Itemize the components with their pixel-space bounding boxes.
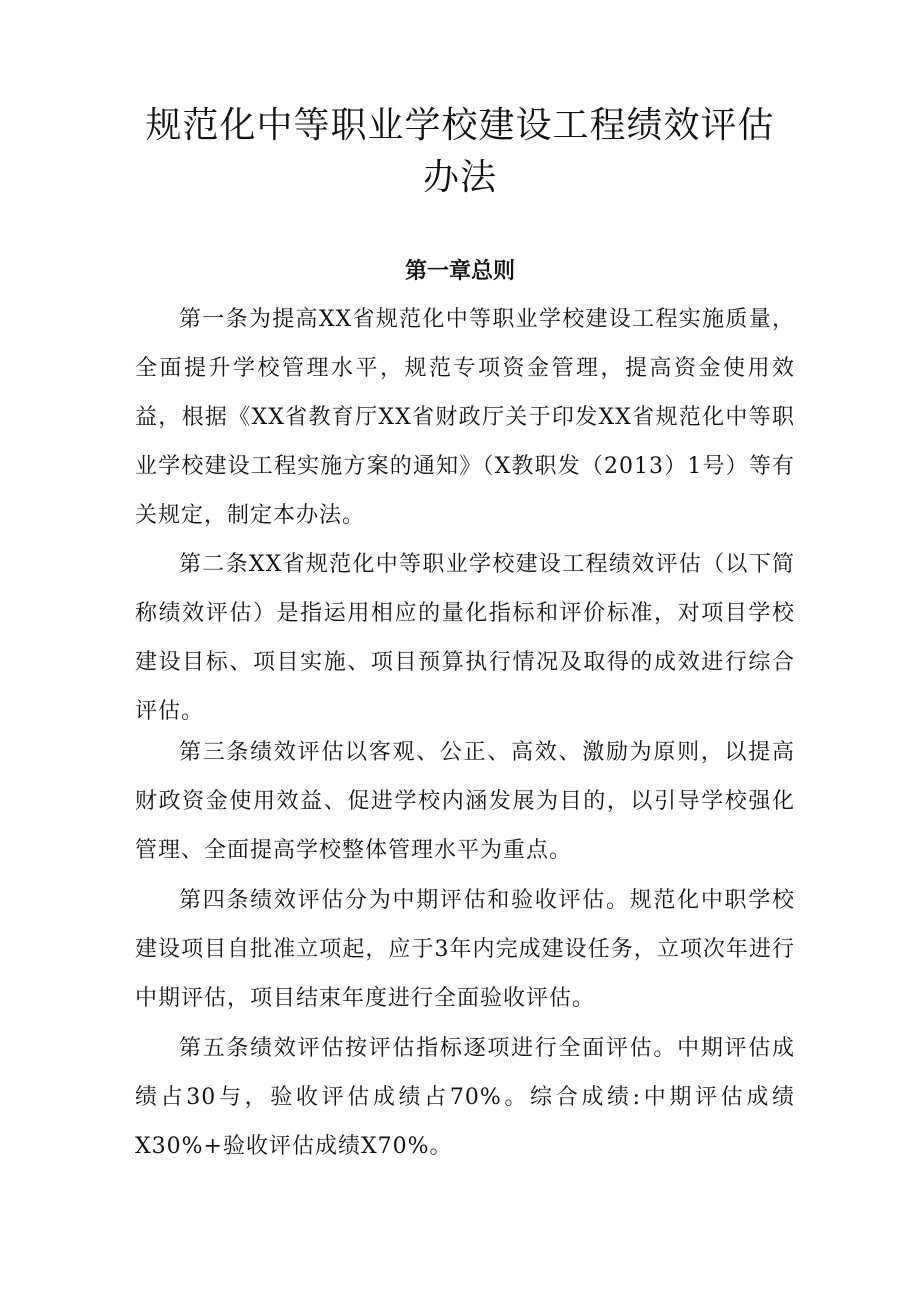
article-paragraph: 第五条绩效评估按评估指标逐项进行全面评估。中期评估成绩占30与，验收评估成绩占70%。综合成绩:中期评估成绩X30%+验收评估成绩X70%。	[135, 1036, 795, 1159]
article-paragraph: 第四条绩效评估分为中期评估和验收评估。规范化中职学校建设项目自批准立项起，应于3年内完成建设任务，立项次年进行中期评估，项目结束年度进行全面验收评估。	[135, 888, 795, 1011]
article-paragraph: 第三条绩效评估以客观、公正、高效、激励为原则，以提高财政资金使用效益、促进学校内涵发展为目的，以引导学校强化管理、全面提高学校整体管理水平为重点。	[135, 740, 795, 863]
document-title: 规范化中等职业学校建设工程绩效评估办法	[145, 105, 775, 198]
chapter-heading: 第一章总则	[404, 258, 515, 284]
article-paragraph: 第二条XX省规范化中等职业学校建设工程绩效评估（以下简称绩效评估）是指运用相应的量化指标和评价标准，对项目学校建设目标、项目实施、项目预算执行情况及取得的成效进行综合评估。	[135, 552, 795, 724]
article-paragraph: 第一条为提高XX省规范化中等职业学校建设工程实施质量，全面提升学校管理水平，规范专项资金管理，提高资金使用效益，根据《XX省教育厅XX省财政厅关于印发XX省规范化中等职业学校建设工程实施方案的通知》（X教职发（2013）1号）等有关规定，制定本办法。	[135, 307, 795, 528]
